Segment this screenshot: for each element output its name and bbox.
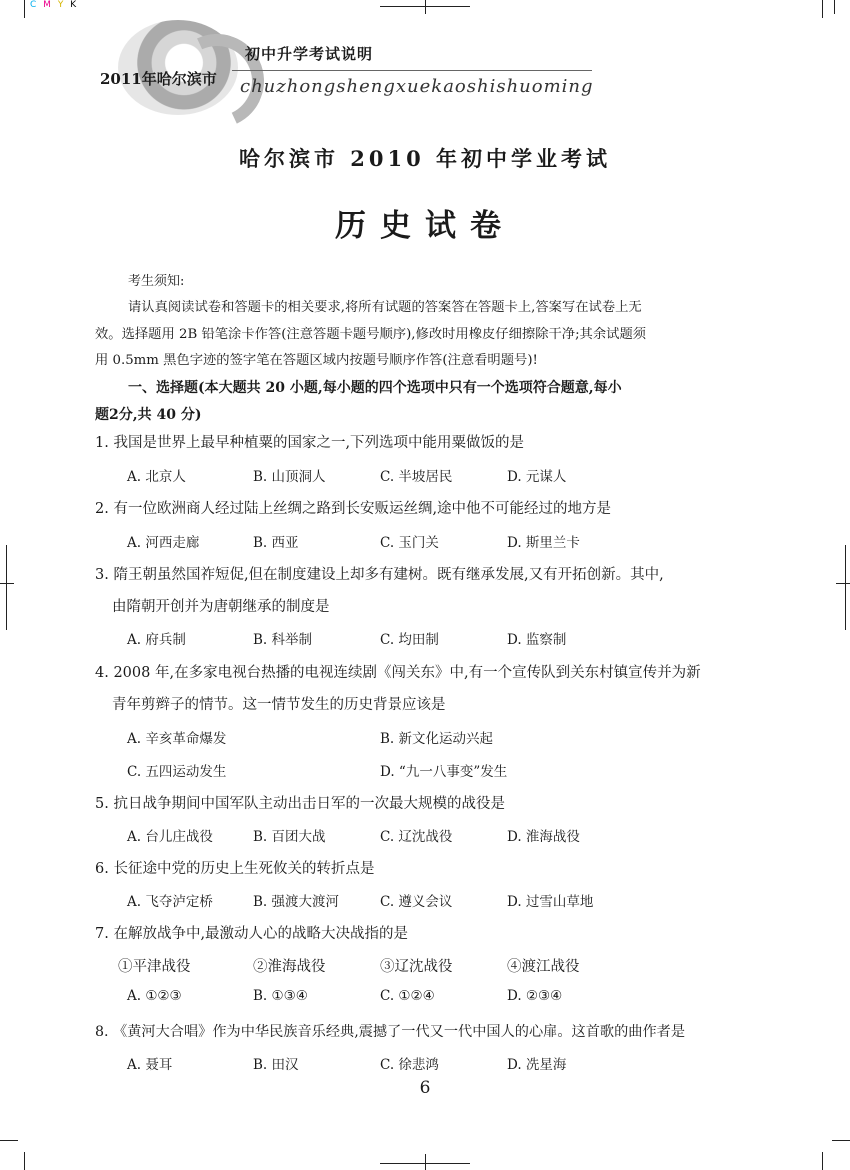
question-7-stem: 7. 在解放战争中,最激动人心的战略大决战指的是 — [95, 926, 409, 942]
header-series-pinyin: chuzhongshengxuekaoshishuoming — [240, 76, 594, 97]
question-4-stem-line-2: 青年剪辫子的情节。这一情节发生的历史背景应该是 — [112, 697, 446, 713]
question-1-option-b: B. 山顶洞人 — [253, 469, 326, 485]
question-5-option-b: B. 百团大战 — [253, 829, 326, 845]
question-7-item-4: ④渡江战役 — [507, 959, 580, 975]
question-2-option-b: B. 西亚 — [253, 535, 299, 551]
registration-mark-left-h — [0, 583, 14, 584]
question-8-stem: 8. 《黄河大合唱》作为中华民族音乐经典,震撼了一代又一代中国人的心扉。这首歌的曲作者是 — [95, 1024, 686, 1040]
question-2-option-d: D. 斯里兰卡 — [507, 535, 580, 551]
question-3-option-c: C. 均田制 — [380, 632, 439, 648]
crop-mark-bottom-left — [24, 1152, 25, 1170]
question-5-option-d: D. 淮海战役 — [507, 829, 580, 845]
question-1-stem: 1. 我国是世界上最早种植粟的国家之一,下列选项中能用粟做饭的是 — [95, 435, 525, 451]
notice-line-2: 效。选择题用 2B 铅笔涂卡作答(注意答题卡题号顺序),修改时用橡皮仔细擦除干净;其余试题须 — [95, 327, 647, 342]
question-8-option-b: B. 田汉 — [253, 1057, 299, 1073]
question-5-option-c: C. 辽沈战役 — [380, 829, 453, 845]
crop-mark-top-right-a — [822, 0, 823, 18]
registration-mark-left-v — [6, 545, 7, 630]
question-4-option-c: C. 五四运动发生 — [127, 764, 227, 780]
question-6-option-b: B. 强渡大渡河 — [253, 894, 340, 910]
question-2-stem: 2. 有一位欧洲商人经过陆上丝绸之路到长安贩运丝绸,途中他不可能经过的地方是 — [95, 501, 612, 517]
notice-line-3: 用 0.5mm 黑色字迹的签字笔在答题区域内按题号顺序作答(注意看明题号)! — [95, 353, 538, 368]
crop-mark-bottom-right — [822, 1152, 823, 1170]
question-1-option-a: A. 北京人 — [127, 469, 186, 485]
page-number: 6 — [419, 1078, 431, 1098]
question-6-option-c: C. 遵义会议 — [380, 894, 453, 910]
cmyk-y: Y — [57, 0, 66, 10]
question-7-option-d: D. ②③④ — [507, 988, 563, 1004]
question-6-option-d: D. 过雪山草地 — [507, 894, 594, 910]
question-1-option-c: C. 半坡居民 — [380, 469, 453, 485]
question-7-option-a: A. ①②③ — [127, 988, 182, 1004]
question-3-option-b: B. 科举制 — [253, 632, 313, 648]
crop-mark-top-right-b — [834, 0, 835, 14]
section-heading-line-2: 题2分,共 40 分) — [95, 407, 202, 423]
question-3-option-a: A. 府兵制 — [127, 632, 186, 648]
question-5-stem: 5. 抗日战争期间中国军队主动出击日军的一次最大规模的战役是 — [95, 796, 505, 812]
question-7-option-b: B. ①③④ — [253, 988, 308, 1004]
question-1-option-d: D. 元谋人 — [507, 469, 567, 485]
section-heading-line-1: 一、选择题(本大题共 20 小题,每小题的四个选项中只有一个选项符合题意,每小 — [128, 380, 622, 396]
question-2-option-c: C. 玉门关 — [380, 535, 439, 551]
registration-mark-bottom-v — [425, 1154, 426, 1170]
question-7-item-1: ①平津战役 — [118, 959, 191, 975]
crop-mark-top-left — [24, 0, 25, 18]
cmyk-m: M — [43, 0, 53, 10]
paper-title: 历史试卷 — [335, 208, 515, 244]
cmyk-c: C — [30, 0, 39, 10]
notice-line-1: 请认真阅读试卷和答题卡的相关要求,将所有试题的答案答在答题卡上,答案写在试卷上无 — [128, 300, 642, 315]
question-8-option-d: D. 冼星海 — [507, 1057, 567, 1073]
question-2-option-a: A. 河西走廊 — [127, 535, 200, 551]
question-3-option-d: D. 监察制 — [507, 632, 567, 648]
question-4-stem-line-1: 4. 2008 年,在多家电视台热播的电视连续剧《闯关东》中,有一个宣传队到关东村镇宣传并为新 — [95, 665, 701, 681]
question-7-item-2: ②淮海战役 — [253, 959, 326, 975]
question-6-stem: 6. 长征途中党的历史上生死攸关的转折点是 — [95, 861, 375, 877]
crop-mark-bottom-right-h — [832, 1140, 850, 1141]
header-series-title: 初中升学考试说明 — [245, 45, 374, 63]
registration-mark-top-v — [425, 0, 426, 14]
question-6-option-a: A. 飞夺泸定桥 — [127, 894, 213, 910]
question-4-option-a: A. 辛亥革命爆发 — [127, 731, 227, 747]
question-8-option-a: A. 聂耳 — [127, 1057, 173, 1073]
question-3-stem-line-2: 由隋朝开创并为唐朝继承的制度是 — [112, 599, 330, 615]
question-4-option-b: B. 新文化运动兴起 — [380, 731, 494, 747]
question-7-item-3: ③辽沈战役 — [380, 959, 453, 975]
question-4-option-d: D. “九一八事变”发生 — [380, 764, 508, 780]
registration-mark-right-h — [836, 583, 850, 584]
crop-mark-bottom-left-h — [0, 1140, 18, 1141]
question-3-stem-line-1: 3. 隋王朝虽然国祚短促,但在制度建设上却多有建树。既有继承发展,又有开拓创新。其中, — [95, 567, 664, 583]
cmyk-k: K — [70, 0, 79, 10]
notice-label: 考生须知: — [128, 274, 185, 289]
question-7-option-c: C. ①②④ — [380, 988, 435, 1004]
question-5-option-a: A. 台儿庄战役 — [127, 829, 213, 845]
header-divider — [232, 70, 592, 71]
exam-title: 哈尔滨市 2010 年初中学业考试 — [238, 146, 612, 171]
registration-mark-right-v — [845, 545, 846, 630]
question-8-option-c: C. 徐悲鸿 — [380, 1057, 439, 1073]
cmyk-color-bar — [30, 0, 78, 10]
header-year-city: 2011年哈尔滨市 — [100, 70, 217, 88]
